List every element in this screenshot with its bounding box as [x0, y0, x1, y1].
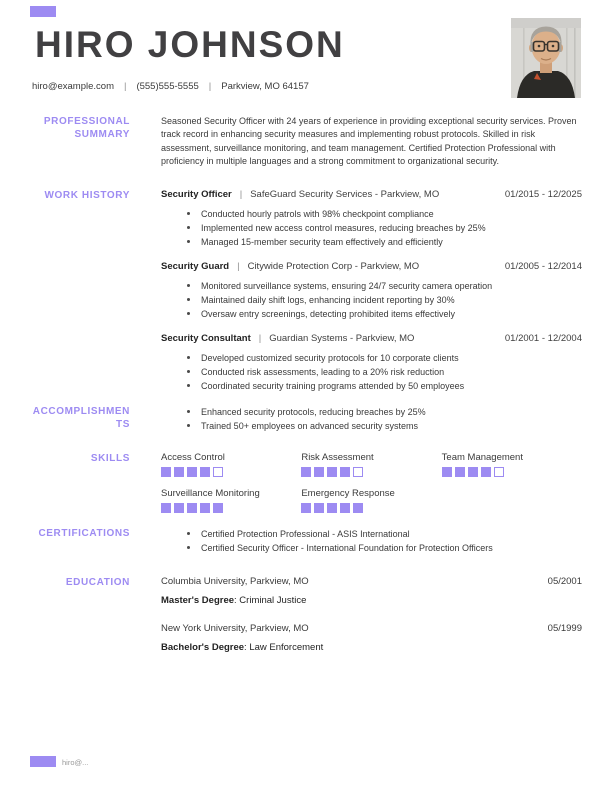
resume-body	[0, 115, 612, 670]
education-degree-line	[161, 642, 582, 653]
skill-name: Emergency Response	[301, 487, 395, 499]
job-company: SafeGuard Security Services - Parkview, MO	[250, 188, 440, 200]
section-skills	[30, 452, 582, 513]
section-label-summary: PROFESSIONAL SUMMARY	[43, 115, 130, 140]
bullet-dot	[187, 212, 190, 215]
skill-rating	[301, 467, 441, 477]
skill-square-filled	[187, 503, 197, 513]
bullet-item	[161, 235, 582, 249]
skill-item-empty	[442, 488, 582, 513]
contact-phone: (555)555-5555	[136, 80, 199, 92]
job-title: Security Consultant	[161, 332, 251, 344]
skill-rating	[161, 503, 301, 513]
bullet-item	[161, 365, 582, 379]
bullet-dot	[187, 370, 190, 373]
contact-email: hiro@example.com	[32, 80, 114, 92]
section-accomplishments	[30, 405, 582, 433]
bullet-item	[161, 351, 582, 365]
skill-item	[301, 452, 441, 477]
skill-square-empty	[353, 467, 363, 477]
skill-rating	[301, 503, 441, 513]
skills-grid	[161, 452, 582, 513]
job-entry	[161, 189, 582, 249]
bullet-text: Monitored surveillance systems, ensuring 24/7 security camera operation	[201, 280, 493, 291]
bullet-dot	[187, 532, 190, 535]
skill-square-filled	[161, 503, 171, 513]
bullet-text: Managed 15-member security team effectively and efficiently	[201, 236, 443, 247]
job-company: Guardian Systems - Parkview, MO	[269, 332, 415, 344]
page-accent-marker-bottom	[30, 756, 56, 767]
job-bullet-list	[161, 279, 582, 321]
section-professional-summary	[30, 115, 582, 169]
skill-square-filled	[213, 503, 223, 513]
accomplishments-list	[161, 405, 582, 433]
bullet-dot	[187, 410, 190, 413]
bullet-dot	[187, 240, 190, 243]
bullet-dot	[187, 298, 190, 301]
job-separator: |	[237, 260, 240, 272]
footer-contact-repeat: hiro@...	[62, 758, 89, 767]
contact-line	[32, 81, 582, 92]
bullet-text: Conducted risk assessments, leading to a 20% risk reduction	[201, 366, 445, 377]
bullet-dot	[187, 284, 190, 287]
education-date: 05/2001	[547, 575, 582, 587]
job-separator: |	[258, 332, 262, 344]
education-list	[161, 576, 582, 670]
job-header	[161, 333, 582, 344]
skill-square-filled	[327, 467, 337, 477]
bullet-text: Maintained daily shift logs, enhancing incident reporting by 30%	[201, 294, 455, 305]
skill-rating	[161, 467, 301, 477]
bullet-dot	[187, 424, 190, 427]
skill-name: Surveillance Monitoring	[161, 487, 260, 499]
bullet-item	[161, 293, 582, 307]
bullet-item	[161, 405, 582, 419]
skill-name: Risk Assessment	[301, 451, 374, 463]
contact-separator: |	[208, 80, 212, 92]
section-label-accomplishments: ACCOMPLISHMENTS	[32, 405, 130, 430]
education-school-row	[161, 623, 582, 634]
bullet-text: Implemented new access control measures, reducing breaches by 25%	[201, 222, 486, 233]
bullet-dot	[187, 384, 190, 387]
bullet-item	[161, 541, 582, 555]
skill-item	[301, 488, 441, 513]
skill-square-filled	[481, 467, 491, 477]
section-education	[30, 576, 582, 670]
bullet-dot	[187, 546, 190, 549]
bullet-text: Developed customized security protocols for 10 corporate clients	[201, 352, 459, 363]
bullet-dot	[187, 226, 190, 229]
bullet-text: Conducted hourly patrols with 98% checkpoint compliance	[201, 208, 434, 219]
education-entry	[161, 623, 582, 653]
section-work-history	[30, 189, 582, 405]
section-label-education: EDUCATION	[65, 576, 130, 588]
bullet-dot	[187, 356, 190, 359]
job-header	[161, 189, 582, 200]
summary-text: Seasoned Security Officer with 24 years of experience in providing exceptional security services. Proven track record in enhancing security measures and implementing robust protocols. Skilled in risk assessment, surveillance monitoring, and team management. Certified Protection Professional with proficiency in multiple languages and a strong commitment to organizational security.	[161, 115, 577, 167]
bullet-text: Oversaw entry screenings, detecting prohibited items effectively	[201, 308, 455, 319]
bullet-item	[161, 307, 582, 321]
education-entry	[161, 576, 582, 606]
skill-square-filled	[468, 467, 478, 477]
bullet-item	[161, 221, 582, 235]
bullet-item	[161, 379, 582, 393]
job-entry	[161, 261, 582, 321]
headshot-photo	[511, 18, 581, 98]
skill-square-filled	[187, 467, 197, 477]
skill-item	[161, 452, 301, 477]
contact-separator: |	[123, 80, 127, 92]
education-school: New York University, Parkview, MO	[161, 622, 309, 634]
page-accent-marker-top	[30, 6, 56, 17]
skill-square-filled	[200, 467, 210, 477]
skill-square-filled	[161, 467, 171, 477]
bullet-text: Enhanced security protocols, reducing breaches by 25%	[201, 406, 426, 417]
bullet-text: Certified Protection Professional - ASIS International	[201, 528, 410, 539]
certifications-list	[161, 527, 582, 555]
candidate-name: HIRO JOHNSON	[35, 24, 345, 65]
skill-square-filled	[200, 503, 210, 513]
bullet-item	[161, 279, 582, 293]
skill-item	[442, 452, 582, 477]
section-certifications	[30, 527, 582, 555]
job-title: Security Guard	[161, 260, 230, 272]
bullet-dot	[187, 312, 190, 315]
work-history-list	[161, 189, 582, 405]
bullet-item	[161, 527, 582, 541]
skill-name: Team Management	[441, 451, 523, 463]
education-degree: Bachelor's Degree	[161, 641, 245, 653]
job-bullet-list	[161, 207, 582, 249]
job-title: Security Officer	[161, 188, 232, 200]
job-dates: 01/2001 - 12/2004	[504, 332, 582, 344]
section-label-certifications: CERTIFICATIONS	[38, 527, 130, 539]
section-label-work-history: WORK HISTORY	[44, 189, 130, 201]
skill-square-filled	[314, 503, 324, 513]
education-school-row	[161, 576, 582, 587]
job-company: Citywide Protection Corp - Parkview, MO	[247, 260, 420, 272]
contact-location: Parkview, MO 64157	[221, 80, 309, 92]
bullet-item	[161, 419, 582, 433]
skill-name: Access Control	[161, 451, 225, 463]
job-bullet-list	[161, 351, 582, 393]
skill-square-filled	[174, 467, 184, 477]
skill-square-filled	[314, 467, 324, 477]
skill-square-filled	[455, 467, 465, 477]
bullet-text: Certified Security Officer - International Foundation for Protection Officers	[201, 542, 493, 553]
skill-square-filled	[327, 503, 337, 513]
job-dates: 01/2005 - 12/2014	[504, 260, 582, 272]
job-dates: 01/2015 - 12/2025	[504, 188, 582, 200]
education-field: : Criminal Justice	[234, 594, 307, 606]
job-header	[161, 261, 582, 272]
skill-rating	[442, 467, 582, 477]
skill-square-filled	[353, 503, 363, 513]
education-degree-line	[161, 595, 582, 606]
skill-square-filled	[442, 467, 452, 477]
education-degree: Master's Degree	[161, 594, 235, 606]
skill-square-empty	[494, 467, 504, 477]
job-separator: |	[239, 188, 243, 200]
bullet-text: Coordinated security training programs attended by 50 employees	[201, 380, 465, 391]
skill-square-filled	[340, 467, 350, 477]
bullet-item	[161, 207, 582, 221]
skill-square-filled	[301, 503, 311, 513]
skill-square-empty	[213, 467, 223, 477]
bullet-text: Trained 50+ employees on advanced security systems	[201, 420, 419, 431]
education-field: : Law Enforcement	[244, 641, 324, 653]
face	[532, 30, 561, 64]
job-entry	[161, 333, 582, 393]
education-date: 05/1999	[547, 622, 582, 634]
skill-square-filled	[174, 503, 184, 513]
skill-item	[161, 488, 301, 513]
section-label-skills: SKILLS	[90, 452, 130, 464]
education-school: Columbia University, Parkview, MO	[161, 575, 309, 587]
skill-square-filled	[340, 503, 350, 513]
skill-square-filled	[301, 467, 311, 477]
